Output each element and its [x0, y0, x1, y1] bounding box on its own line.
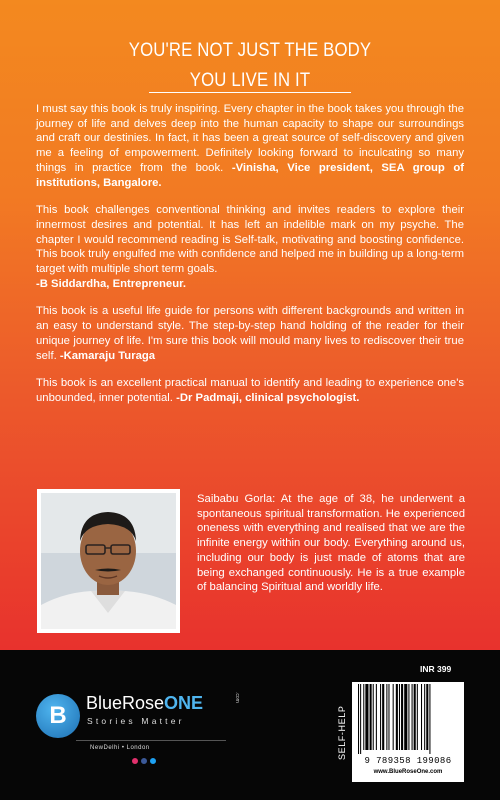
- review-author: -Dr Padmaji, clinical psychologist.: [176, 391, 360, 404]
- barcode-bar: [401, 684, 403, 750]
- author-photo: [37, 489, 180, 633]
- review-text: This book is an excellent practical manual to identify and leading to experience one's unbounded, inner potential.: [36, 377, 464, 404]
- bluerose-logo-icon: [36, 694, 80, 738]
- title-line-2: YOU LIVE IN IT: [189, 70, 311, 91]
- logo-divider: [76, 740, 226, 741]
- barcode-bar: [429, 684, 430, 754]
- barcode-bar: [388, 684, 389, 750]
- barcode-bar: [376, 684, 377, 750]
- publisher-name-part2: ONE: [164, 693, 204, 713]
- barcode-bar: [414, 684, 416, 750]
- publisher-tagline: Stories Matter: [87, 716, 185, 726]
- book-title: [30, 36, 470, 96]
- barcode-bar: [393, 684, 394, 750]
- barcode-bar: [358, 684, 359, 754]
- review-text: This book challenges conventional thinking and invites readers to explore their innermost desires and potential. It has left an indelible mark on my psyche. The chapter I would recommend reading is Self-talk, motivating and boosting confidence. This book truly engulfed me with confidence and helped me in building up a long-term target with multiple short term goals.: [36, 204, 464, 276]
- barcode-bar: [396, 684, 398, 750]
- author-bio: Saibabu Gorla: At the age of 38, he underwent a spontaneous spiritual transformation. He experienced oneness with everything and realised that we are the infinite energy within our body. Everything around us, including our body is just made of atoms that are being exchanged continuously. He is a true example of balancing Spiritual and worldly life.: [197, 493, 465, 594]
- title-line-1: YOU'RE NOT JUST THE BODY: [128, 40, 372, 61]
- isbn-barcode: [352, 682, 464, 782]
- publisher-name-part1: BlueRose: [86, 693, 165, 713]
- publisher-band: [0, 650, 500, 800]
- author-portrait-icon: [41, 493, 176, 629]
- barcode-bar: [426, 684, 428, 750]
- review-3: [36, 304, 464, 363]
- barcode-bar: [365, 684, 368, 750]
- barcode-bar: [408, 684, 409, 750]
- barcode-bar: [399, 684, 400, 750]
- barcode-bar: [421, 684, 422, 750]
- barcode-bar: [417, 684, 418, 750]
- title-underline: [149, 92, 351, 93]
- facebook-icon: [141, 758, 147, 764]
- twitter-icon: [150, 758, 156, 764]
- barcode-bar: [404, 684, 407, 750]
- publisher-logo: [36, 690, 276, 780]
- social-icons: [132, 758, 156, 764]
- review-1: [36, 102, 464, 190]
- barcode-icon: [356, 684, 460, 754]
- publisher-website: www.BlueRoseOne.com: [373, 769, 443, 775]
- barcode-bar: [382, 684, 384, 750]
- review-text: This book is a useful life guide for persons with different backgrounds and written in an easy to understand style. The step-by-step hand holding of the reader for their unique journey of life. I'm sure this book will mould many lives to rediscover their true self.: [36, 305, 464, 362]
- instagram-icon: [132, 758, 138, 764]
- barcode-bar: [373, 684, 374, 750]
- review-text: I must say this book is truly inspiring. Every chapter in the book takes you through the journey of life and delves deep into the human capacity to shape our surroundings and craft our destinies. In fact, it has been a great source of self-discovery and given me a feeling of empowerment. Definitely looking forward to inculcating so many things in practice from the book.: [36, 103, 464, 174]
- review-author: -B Siddardha, Entrepreneur.: [36, 277, 187, 290]
- publisher-cities: NewDelhi • London: [90, 745, 150, 751]
- review-author: -Vinisha, Vice president, SEA group of institutions, Bangalore.: [36, 161, 464, 189]
- review-author: -Kamaraju Turaga: [59, 349, 156, 362]
- reviews-section: [36, 102, 464, 419]
- publisher-name: [86, 693, 203, 714]
- price-label: INR 399: [420, 664, 452, 674]
- genre-label: SELF-HELP: [337, 705, 347, 761]
- barcode-bar: [370, 684, 372, 750]
- review-2: [36, 203, 464, 291]
- barcode-bar: [363, 684, 364, 750]
- isbn-number: 9 789358 199086: [364, 756, 452, 766]
- publisher-domain-suffix: .com: [234, 692, 240, 703]
- logo-letter: B: [49, 702, 67, 729]
- barcode-bar: [360, 684, 361, 754]
- barcode-bar: [386, 684, 387, 750]
- barcode-bar: [412, 684, 413, 750]
- barcode-bar: [424, 684, 425, 750]
- review-4: [36, 376, 464, 405]
- barcode-bar: [380, 684, 381, 750]
